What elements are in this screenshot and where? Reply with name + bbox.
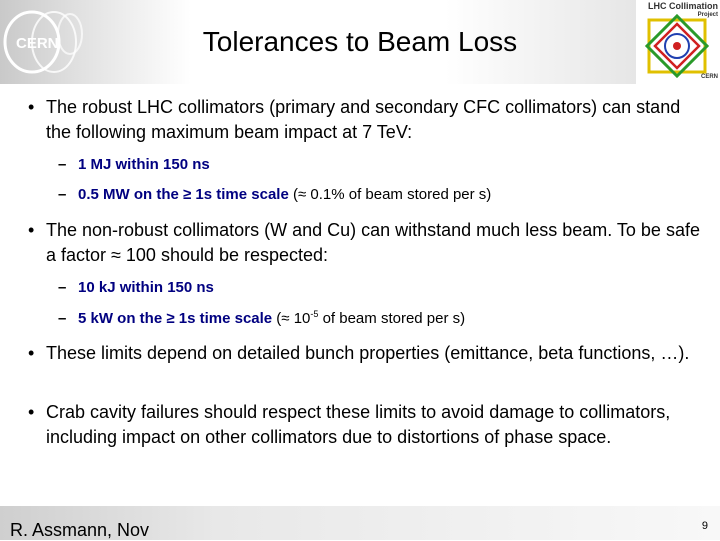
lhc-logo-subtitle: Project bbox=[697, 12, 718, 18]
lhc-logo-title: LHC Collimation bbox=[648, 1, 718, 11]
sub-bullet-2-1-bold: 10 kJ within 150 ns bbox=[78, 279, 214, 296]
bullet-marker: • bbox=[28, 97, 35, 117]
dash-marker: – bbox=[58, 186, 67, 203]
sub-bullet-2-2 bbox=[78, 309, 465, 329]
dash-marker: – bbox=[58, 279, 67, 296]
lhc-logo-cern-label: CERN bbox=[700, 74, 718, 80]
cern-logo-text: CERN bbox=[16, 35, 59, 52]
bullet-marker: • bbox=[28, 343, 35, 363]
bullet-marker: • bbox=[28, 402, 35, 422]
dash-marker: – bbox=[58, 156, 67, 173]
page-number: 9 bbox=[701, 520, 708, 532]
sub-bullet-2-2-bold: 5 kW on the ≥ 1s time scale bbox=[78, 310, 273, 327]
bullet-text-3: These limits depend on detailed bunch properties (emittance, beta functions, …). bbox=[46, 343, 690, 363]
bullet-text-2: The non-robust collimators (W and Cu) can withstand much less beam. To be safe a factor ≈ 100 should be respected: bbox=[46, 220, 700, 265]
sub-bullet-1-2 bbox=[78, 185, 491, 205]
sub-bullet-2-2-rest-post: of beam stored per s) bbox=[318, 310, 466, 327]
sub-bullet-1-1 bbox=[78, 155, 210, 175]
slide-footer bbox=[0, 506, 720, 540]
bullet-text-4: Crab cavity failures should respect these limits to avoid damage to collimators, including impact on other collimators due to distortions of phase space. bbox=[46, 402, 671, 447]
sub-bullet-2-2-rest-pre: (≈ 10 bbox=[272, 310, 311, 327]
bullet-text-1: The robust LHC collimators (primary and secondary CFC collimators) can stand the following maximum beam impact at 7 TeV: bbox=[46, 97, 681, 142]
sub-bullet-1-2-bold: 0.5 MW on the ≥ 1s time scale bbox=[78, 186, 289, 203]
slide-title: Tolerances to Beam Loss bbox=[202, 26, 518, 57]
sub-bullet-1-1-bold: 1 MJ within 150 ns bbox=[78, 156, 210, 173]
footer-author: R. Assmann, Nov bbox=[10, 520, 150, 540]
sub-bullet-2-1 bbox=[78, 278, 214, 298]
dash-marker: – bbox=[58, 310, 67, 327]
bullet-marker: • bbox=[28, 220, 35, 240]
sub-bullet-2-2-exponent: -5 bbox=[310, 309, 319, 319]
sub-bullet-1-2-rest: (≈ 0.1% of beam stored per s) bbox=[288, 186, 492, 203]
